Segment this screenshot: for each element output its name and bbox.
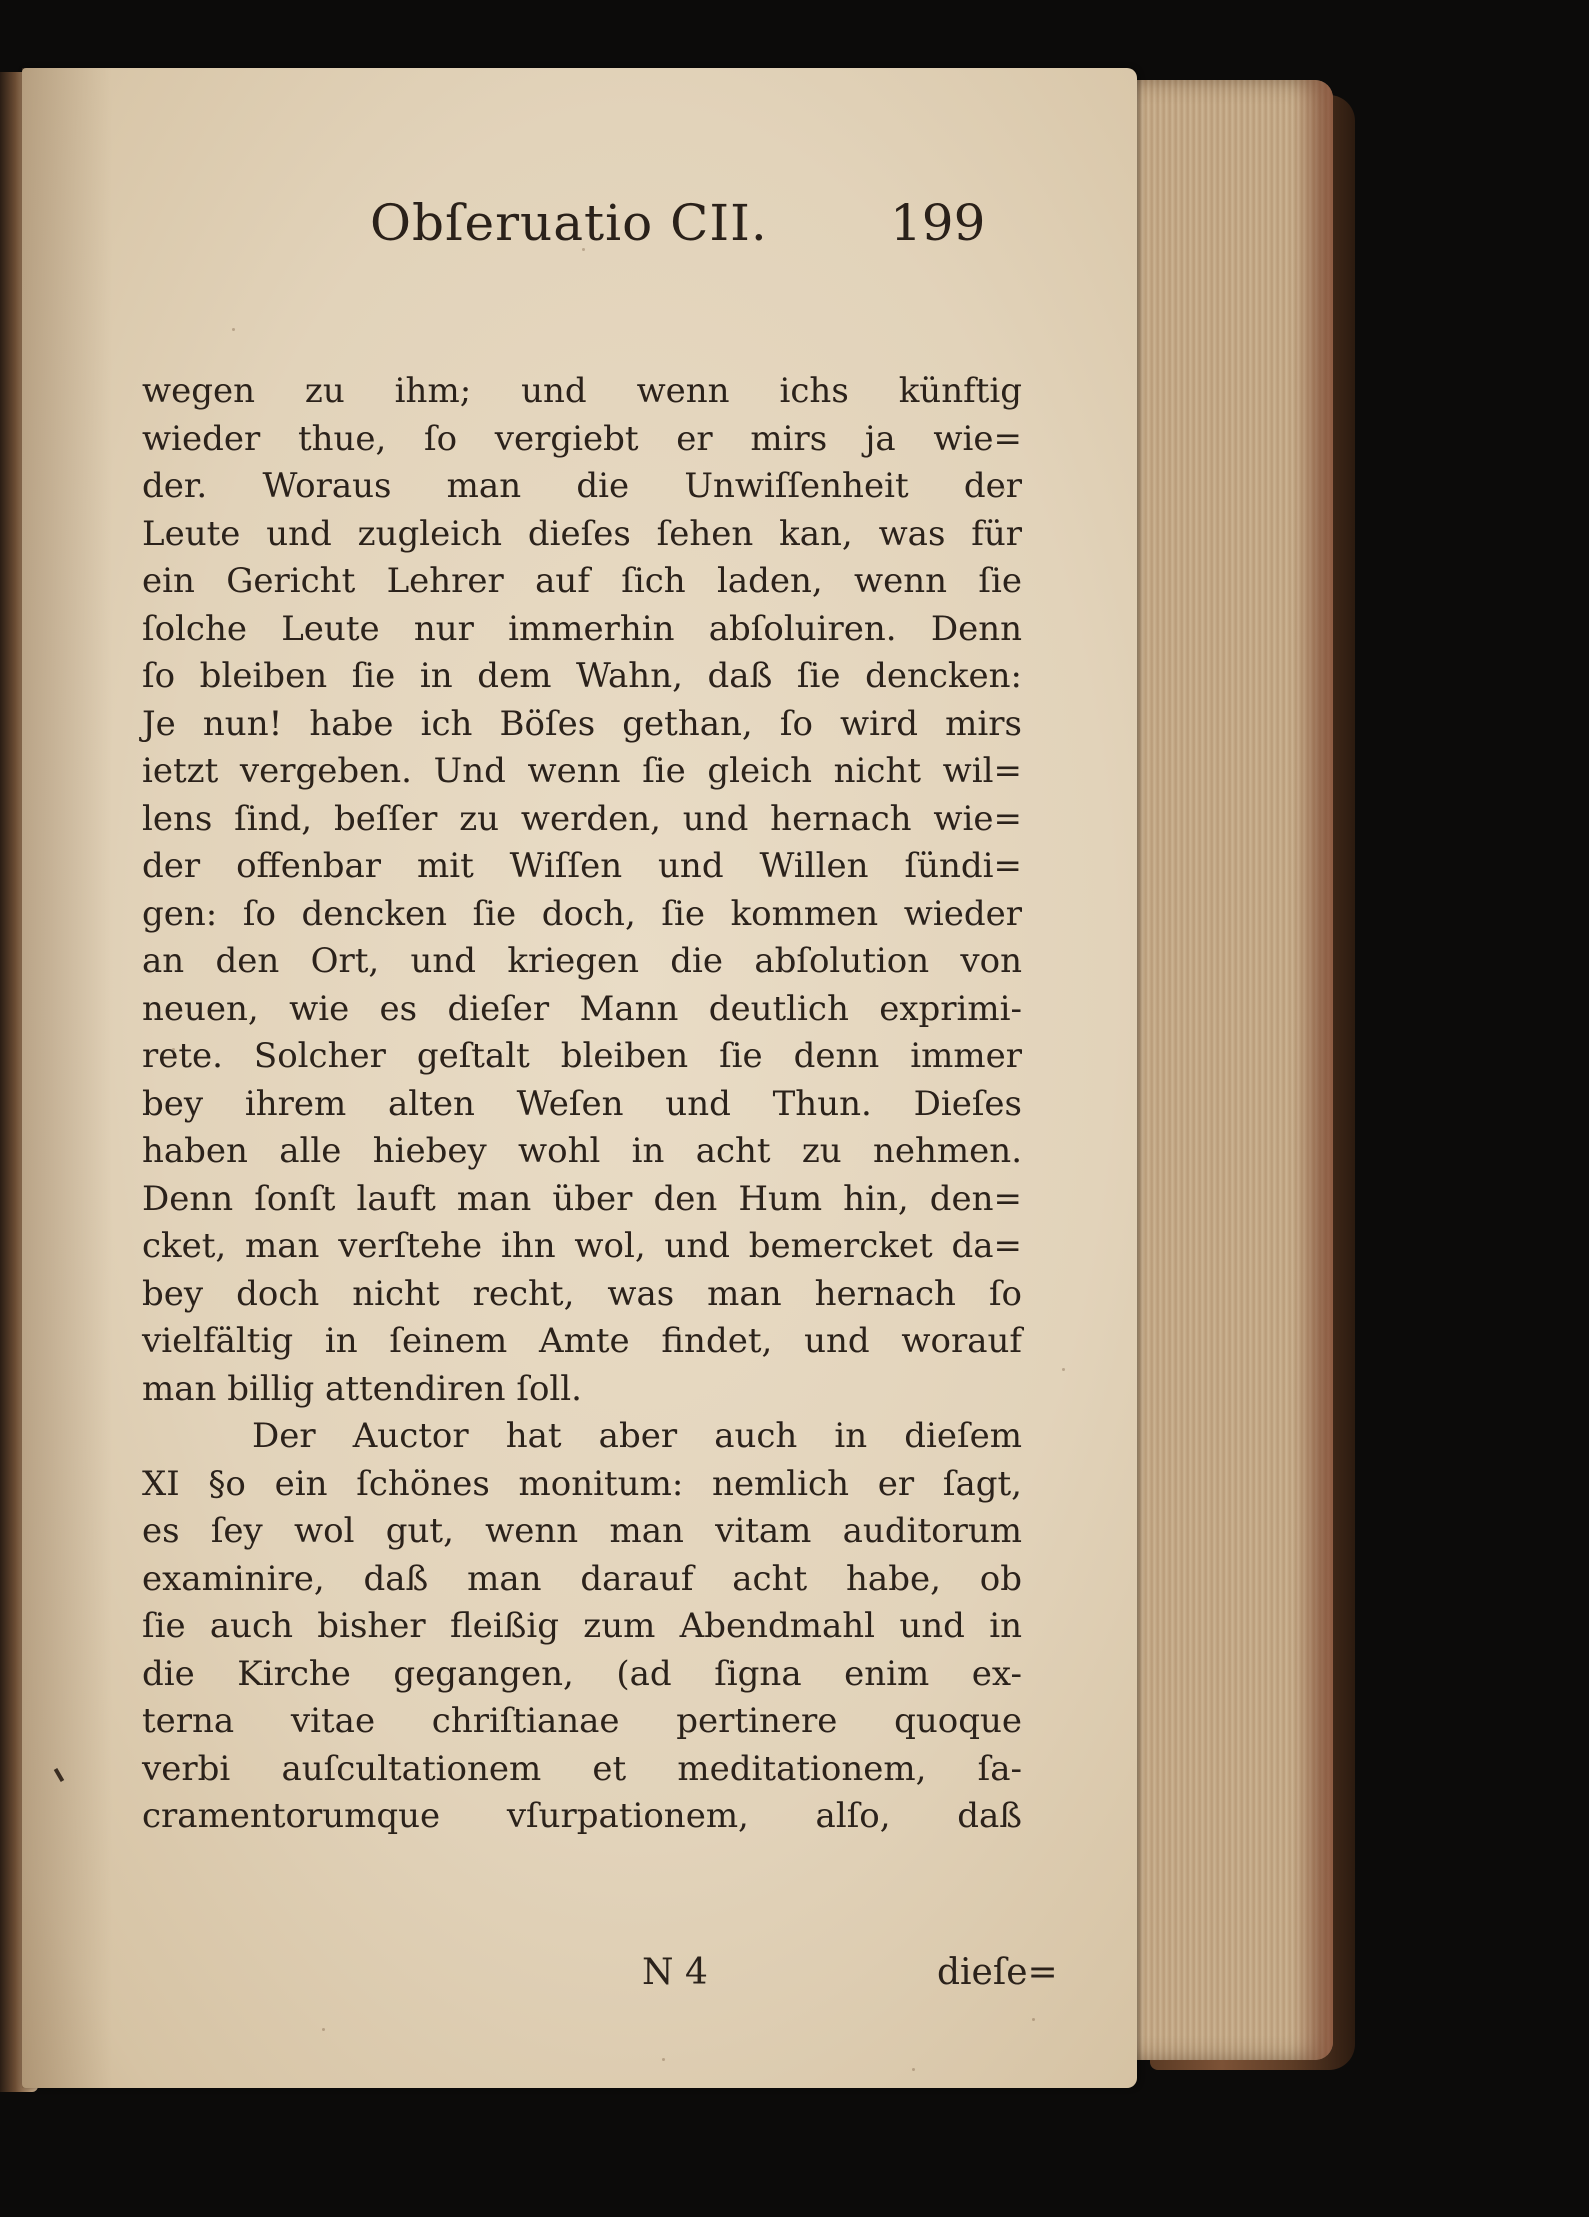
text-line: verbi auſcultationem et meditationem, ſa- [142,1748,1022,1789]
text-line: Je nun! habe ich Böſes gethan, ſo wird mirs [142,703,1022,744]
signature-mark: N 4 [642,1952,708,1993]
text-line: die Kirche gegangen, (ad ſigna enim ex- [142,1653,1022,1694]
text-line: der. Woraus man die Unwiſſenheit der [142,466,1022,506]
text-line: rete. Solcher geſtalt bleiben ſie denn immer [142,1036,1022,1076]
text-line: ietzt vergeben. Und wenn ſie gleich nicht wil= [142,751,1022,791]
running-head-title: Obſeruatio CII. [370,194,768,252]
text-line: an den Ort, und kriegen die abſolution von [142,941,1022,981]
body-text [142,368,1022,1841]
page-number: 199 [890,194,986,252]
running-head [122,186,1022,266]
text-line: neuen, wie es dieſer Mann deutlich exprimi- [142,988,1022,1029]
text-line: wieder thue, ſo vergiebt er mirs ja wie= [142,418,1022,459]
text-line: terna vitae chriſtianae pertinere quoque [142,1701,1022,1741]
text-line: examinire, daß man darauf acht habe, ob [142,1558,1022,1599]
text-line: Leute und zugleich dieſes ſehen kan, was für [142,513,1022,554]
text-line: haben alle hiebey wohl in acht zu nehmen. [142,1131,1022,1171]
text-line: vielfältig in ſeinem Amte findet, und worauf [142,1321,1022,1361]
gutter-shadow [22,68,112,2088]
text-line: bey doch nicht recht, was man hernach ſo [142,1273,1022,1314]
text-line: ſie auch bisher fleißig zum Abendmahl und in [142,1606,1022,1646]
page-block-edges [1118,80,1333,2060]
text-line: es ſey wol gut, wenn man vitam auditorum [142,1511,1022,1551]
book-page [22,68,1137,2088]
text-line: ſolche Leute nur immerhin abſoluiren. Denn [142,608,1022,649]
text-line: Denn ſonſt lauft man über den Hum hin, den= [142,1178,1022,1219]
catchword: dieſe= [937,1952,1058,1993]
text-line: lens ſind, beſſer zu werden, und hernach wie= [142,798,1022,839]
paragraph-start-line: Der Auctor hat aber auch in dieſem [252,1416,1022,1456]
text-line: bey ihrem alten Weſen und Thun. Dieſes [142,1083,1022,1124]
text-line: ein Gericht Lehrer auf ſich laden, wenn ſie [142,561,1022,601]
text-line: XI §o ein ſchönes monitum: nemlich er ſagt, [142,1463,1022,1504]
text-line: der offenbar mit Wiſſen und Willen ſündi= [142,846,1022,886]
text-line: cket, man verſtehe ihn wol, und bemercket da= [142,1226,1022,1266]
text-line: wegen zu ihm; und wenn ichs künftig [142,371,1022,411]
text-line: ſo bleiben ſie in dem Wahn, daß ſie dencken: [142,656,1022,696]
text-line: man billig attendiren ſoll. [142,1368,582,1409]
text-line: cramentorumque vſurpationem, alſo, daß [142,1796,1022,1836]
text-line: gen: ſo dencken ſie doch, ſie kommen wieder [142,893,1022,934]
